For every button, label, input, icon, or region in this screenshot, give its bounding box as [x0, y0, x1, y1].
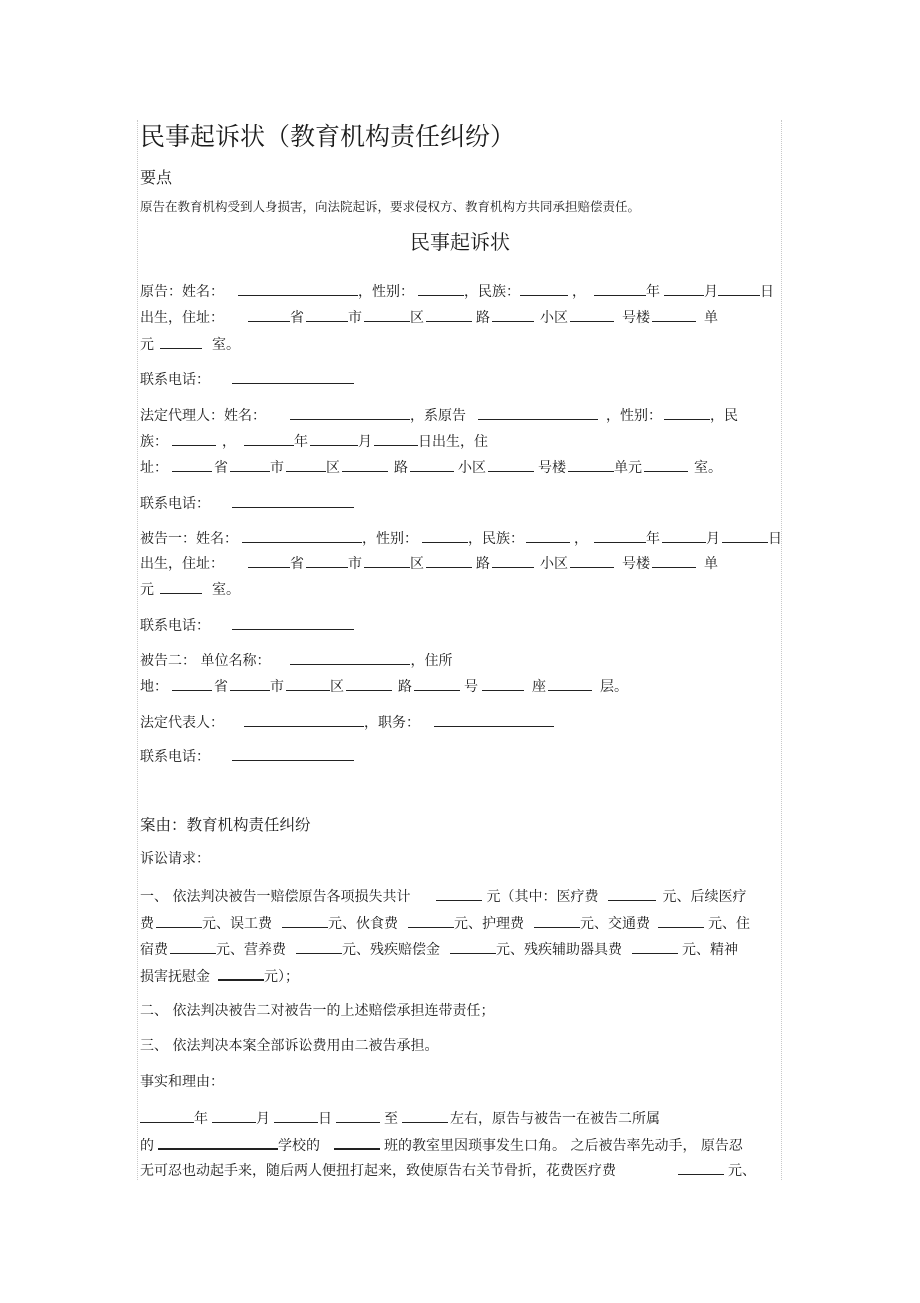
blank[interactable]: [548, 677, 592, 691]
blank[interactable]: [568, 458, 614, 472]
blank[interactable]: [310, 432, 358, 446]
blank[interactable]: [306, 308, 348, 322]
plaintiff-line-2: 出生，住址： 省 市 区 路 小区 号楼 单: [140, 310, 718, 326]
blank[interactable]: [608, 887, 656, 901]
blank[interactable]: [306, 554, 348, 568]
blank[interactable]: [274, 1109, 318, 1123]
defendant1-line-3: 元 室。: [140, 582, 240, 598]
blank[interactable]: [414, 677, 460, 691]
blank[interactable]: [336, 1109, 380, 1123]
facts-line-3: 无可忍也动起手来，随后两人便扭打起来，致使原告右关节骨折，花费医疗费 元、: [140, 1163, 756, 1179]
rep-name-blank[interactable]: [244, 713, 364, 727]
defendant1-name-blank[interactable]: [242, 529, 362, 543]
blank[interactable]: [492, 308, 534, 322]
blank[interactable]: [570, 554, 614, 568]
plaintiff-ethnicity-blank[interactable]: [520, 282, 568, 296]
blank[interactable]: [374, 432, 418, 446]
blank[interactable]: [482, 677, 524, 691]
agent-line-1: 法定代理人：姓名： ，系原告 ，性别： ，民: [140, 408, 738, 424]
blank[interactable]: [172, 458, 212, 472]
agent-phone-blank[interactable]: [232, 494, 354, 508]
plaintiff-phone-blank[interactable]: [232, 370, 354, 384]
blank[interactable]: [426, 554, 472, 568]
defendant1-ethnicity-blank[interactable]: [526, 529, 570, 543]
plaintiff-year-blank[interactable]: [594, 282, 646, 296]
blank[interactable]: [218, 966, 264, 981]
blank[interactable]: [172, 432, 216, 446]
blank[interactable]: [230, 677, 270, 691]
school-name-blank[interactable]: [158, 1135, 278, 1150]
blank[interactable]: [570, 308, 614, 322]
blank[interactable]: [644, 458, 688, 472]
defendant2-line-2: 地： 省 市 区 路 号 座 层。: [140, 679, 628, 695]
blank[interactable]: [342, 458, 388, 472]
defendant1-line-1: 被告一：姓名： ，性别： ，民族： ， 年 月 日: [140, 531, 782, 547]
blank[interactable]: [426, 308, 472, 322]
facts-line-2: 的 学校的 班的教室里因琐事发生口角。 之后被告率先动手， 原告忍: [140, 1135, 743, 1154]
defendant1-phone: 联系电话：: [140, 616, 354, 634]
blank[interactable]: [436, 887, 482, 901]
blank[interactable]: [402, 1109, 448, 1123]
defendant1-gender-blank[interactable]: [422, 529, 468, 543]
plaintiff-line-3: 元 室。: [140, 337, 240, 353]
agent-relation-blank[interactable]: [478, 406, 598, 420]
blank[interactable]: [492, 554, 534, 568]
blank[interactable]: [534, 914, 580, 928]
plaintiff-day-blank[interactable]: [718, 282, 760, 296]
blank[interactable]: [594, 529, 646, 543]
blank[interactable]: [488, 458, 534, 472]
blank[interactable]: [286, 458, 326, 472]
plaintiff-phone: 联系电话：: [140, 370, 354, 388]
case-cause: 案由：教育机构责任纠纷: [140, 816, 311, 834]
claims-heading: 诉讼请求：: [140, 851, 210, 867]
blank[interactable]: [156, 914, 202, 928]
defendant2-phone: 联系电话：: [140, 747, 354, 765]
blank[interactable]: [658, 914, 704, 928]
agent-name-blank[interactable]: [290, 406, 410, 420]
blank[interactable]: [286, 677, 330, 691]
plaintiff-month-blank[interactable]: [664, 282, 704, 296]
facts-line-1: 年 月 日 至 左右，原告与被告一在被告二所属: [140, 1109, 660, 1127]
blank[interactable]: [346, 677, 392, 691]
defendant2-line-1: 被告二： 单位名称： ，住所: [140, 653, 453, 669]
claim-1-line-3: 宿费 元、营养费 元、残疾赔偿金 元、残疾辅助器具费 元、精神: [140, 942, 738, 958]
agent-line-3: 址： 省 市 区 路 小区 号楼 单元 室。: [140, 460, 722, 476]
page-margin-right: [781, 120, 782, 1180]
defendant2-rep-line: 法定代表人： ，职务：: [140, 713, 554, 731]
blank[interactable]: [722, 529, 768, 543]
blank[interactable]: [170, 940, 216, 954]
page-title: 民事起诉状（教育机构责任纠纷）: [140, 122, 516, 151]
page-margin-left: [137, 120, 138, 1180]
plaintiff-gender-blank[interactable]: [418, 282, 464, 296]
facts-heading: 事实和理由：: [140, 1074, 224, 1090]
claim-1-line-1: 一、 依法判决被告一赔偿原告各项损失共计 元（其中：医疗费 元、后续医疗: [140, 889, 747, 905]
blank[interactable]: [248, 308, 290, 322]
blank[interactable]: [364, 308, 410, 322]
blank[interactable]: [652, 554, 696, 568]
blank[interactable]: [160, 335, 202, 349]
blank[interactable]: [678, 1161, 724, 1175]
blank[interactable]: [410, 458, 454, 472]
plaintiff-name-blank[interactable]: [238, 282, 358, 296]
rep-title-blank[interactable]: [434, 713, 554, 727]
blank[interactable]: [282, 914, 328, 928]
blank[interactable]: [248, 554, 290, 568]
blank[interactable]: [408, 914, 454, 928]
blank[interactable]: [450, 940, 496, 954]
agent-gender-blank[interactable]: [664, 406, 710, 420]
claim-2: 二、 依法判决被告二对被告一的上述赔偿承担连带责任；: [140, 1003, 495, 1019]
plaintiff-line-1: 原告：姓名： ，性别： ，民族： ， 年 月 日: [140, 284, 774, 300]
blank[interactable]: [244, 432, 294, 446]
key-points-heading: 要点: [140, 168, 173, 187]
blank[interactable]: [652, 308, 696, 322]
blank[interactable]: [160, 580, 202, 594]
agent-phone: 联系电话：: [140, 494, 354, 512]
class-blank[interactable]: [334, 1135, 380, 1150]
document-title: 民事起诉状: [410, 230, 510, 254]
blank[interactable]: [364, 554, 410, 568]
blank[interactable]: [230, 458, 270, 472]
defendant1-phone-blank[interactable]: [232, 616, 354, 630]
defendant2-phone-blank[interactable]: [232, 747, 354, 761]
blank[interactable]: [212, 1109, 256, 1123]
defendant1-line-2: 出生，住址： 省 市 区 路 小区 号楼 单: [140, 556, 718, 572]
blank[interactable]: [172, 677, 212, 691]
claim-1-line-2: 费 元、误工费 元、伙食费 元、护理费 元、交通费 元、住: [140, 916, 750, 932]
blank[interactable]: [140, 1109, 194, 1123]
defendant2-unit-blank[interactable]: [290, 651, 410, 665]
blank[interactable]: [296, 940, 342, 954]
blank[interactable]: [662, 529, 706, 543]
agent-line-2: 族： ， 年 月 日出生，住: [140, 434, 488, 450]
blank[interactable]: [632, 940, 678, 954]
summary-text: 原告在教育机构受到人身损害，向法院起诉，要求侵权方、教育机构方共同承担赔偿责任。: [140, 199, 641, 214]
claim-3: 三、 依法判决本案全部诉讼费用由二被告承担。: [140, 1038, 439, 1054]
claim-1-line-4: 损害抚慰金 元）；: [140, 966, 299, 985]
